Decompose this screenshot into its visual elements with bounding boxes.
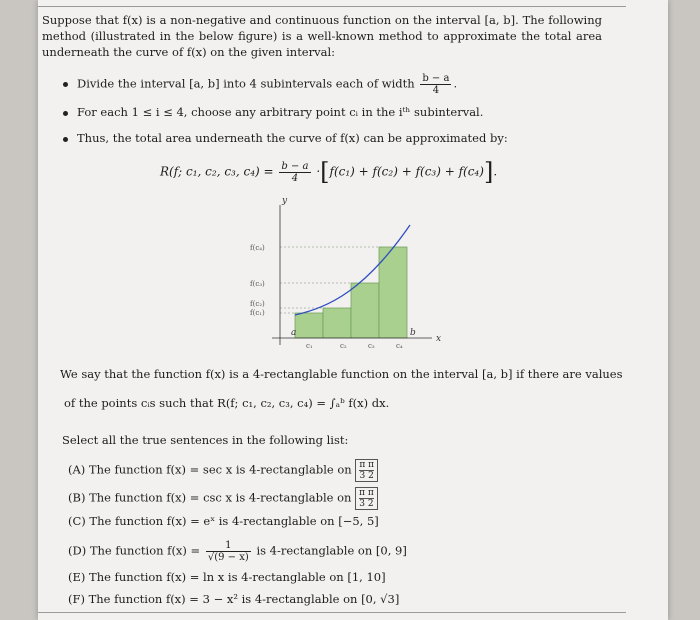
bullet-dot (63, 137, 68, 142)
condition-lhs: of the points cᵢs such that R(f; c₁, c₂, c₃, c₄) = (64, 396, 327, 410)
bullet-divide-text: Divide the interval [a, b] into 4 subintervals each of width (77, 76, 415, 91)
option-d[interactable] (68, 540, 407, 563)
option-d-pre: (D) The function f(x) = (68, 543, 201, 558)
option-e[interactable]: (E) The function f(x) = ln x is 4-rectanglable on [1, 10] (68, 570, 386, 584)
c-label-3: c₃ (368, 342, 375, 350)
width-fraction (420, 73, 451, 96)
rect-1 (295, 313, 323, 338)
option-b-top: π π (359, 488, 374, 498)
f-label-4: f(c₄) (250, 244, 265, 252)
option-b-text: (B) The function f(x) = csc x is 4-rectanglable on (68, 490, 352, 505)
condition-integral: ∫ₐᵇ f(x) dx. (329, 396, 390, 410)
formula-rhs: f(c₁) + f(c₂) + f(c₃) + f(c₄) (329, 164, 484, 179)
formula-fraction (279, 161, 310, 184)
definition-condition (64, 396, 389, 410)
option-b[interactable] (68, 487, 378, 510)
bullet-dot (63, 82, 68, 87)
right-bracket: ] (483, 158, 494, 186)
bullet-choose (63, 105, 483, 119)
option-d-num: 1 (206, 540, 251, 552)
bullet-approx-text: Thus, the total area underneath the curve of f(x) can be approximated by: (77, 131, 508, 145)
b-label: b (410, 328, 416, 338)
option-d-fraction (206, 540, 251, 563)
x-axis-label: x (436, 334, 442, 344)
intro-paragraph: Suppose that f(x) is a non-negative and continuous function on the interval [a, b]. The following method (illustrated in the below figure) is a well-known method to approximate the total area underneath the curve of f(x) on the given interval: (42, 13, 602, 59)
width-fraction-den: 4 (432, 85, 440, 96)
option-a-top: π π (359, 460, 375, 470)
option-b-bot: 3 2 (359, 499, 374, 509)
option-d-post: is 4-rectanglable on [0, 9] (256, 543, 407, 558)
c-label-2: c₂ (340, 342, 347, 350)
rectangles (295, 247, 407, 338)
bullet-approx (63, 131, 508, 145)
option-a[interactable] (68, 459, 378, 482)
c-label-4: c₄ (396, 342, 403, 350)
option-b-interval (355, 487, 378, 510)
riemann-figure (200, 195, 450, 360)
rect-4 (379, 247, 407, 338)
left-bracket: [ (320, 158, 330, 186)
option-a-bot: 3 2 (359, 471, 374, 481)
a-label: a (291, 328, 297, 338)
option-f[interactable]: (F) The function f(x) = 3 − x² is 4-rectanglable on [0, √3] (68, 592, 400, 606)
bullet-divide: Divide the interval [a, b] into 4 subintervals each of width $\frac{b - a}{4}$ . (63, 73, 457, 96)
formula-fraction-num: b − a (281, 160, 309, 172)
riemann-formula: R(f; c₁, c₂, c₃, c₄) = $\frac{b - a}{4}$ ·[f(c₁) + f(c₂) + f(c₃) + f(c₄)]. (160, 158, 498, 186)
top-rule (38, 6, 626, 7)
option-a-text: (A) The function f(x) = sec x is 4-rectanglable on (68, 462, 352, 477)
width-fraction-num: b − a (422, 73, 450, 84)
formula-lhs: R(f; c₁, c₂, c₃, c₄) = (160, 164, 274, 179)
bullet-choose-text: For each 1 ≤ i ≤ 4, choose any arbitrary point cᵢ in the iᵗʰ subinterval. (77, 105, 484, 119)
bullet-dot (63, 111, 68, 116)
option-c[interactable]: (C) The function f(x) = eˣ is 4-rectanglable on [−5, 5] (68, 514, 379, 528)
formula-fraction-den: 4 (291, 172, 299, 184)
rect-3 (351, 283, 379, 338)
rect-2 (323, 308, 351, 338)
definition-paragraph: We say that the function f(x) is a 4-rectanglable function on the interval [a, b] if there are values (60, 367, 623, 381)
f-label-1: f(c₁) (250, 309, 265, 317)
option-d-den: √(9 − x) (207, 552, 249, 563)
f-label-3: f(c₃) (250, 280, 265, 288)
question-prompt: Select all the true sentences in the following list: (62, 433, 349, 447)
f-label-2: f(c₂) (250, 300, 265, 308)
y-axis-label: y (282, 196, 288, 206)
bottom-rule (38, 612, 626, 613)
option-a-interval (355, 459, 378, 482)
c-label-1: c₁ (306, 342, 313, 350)
